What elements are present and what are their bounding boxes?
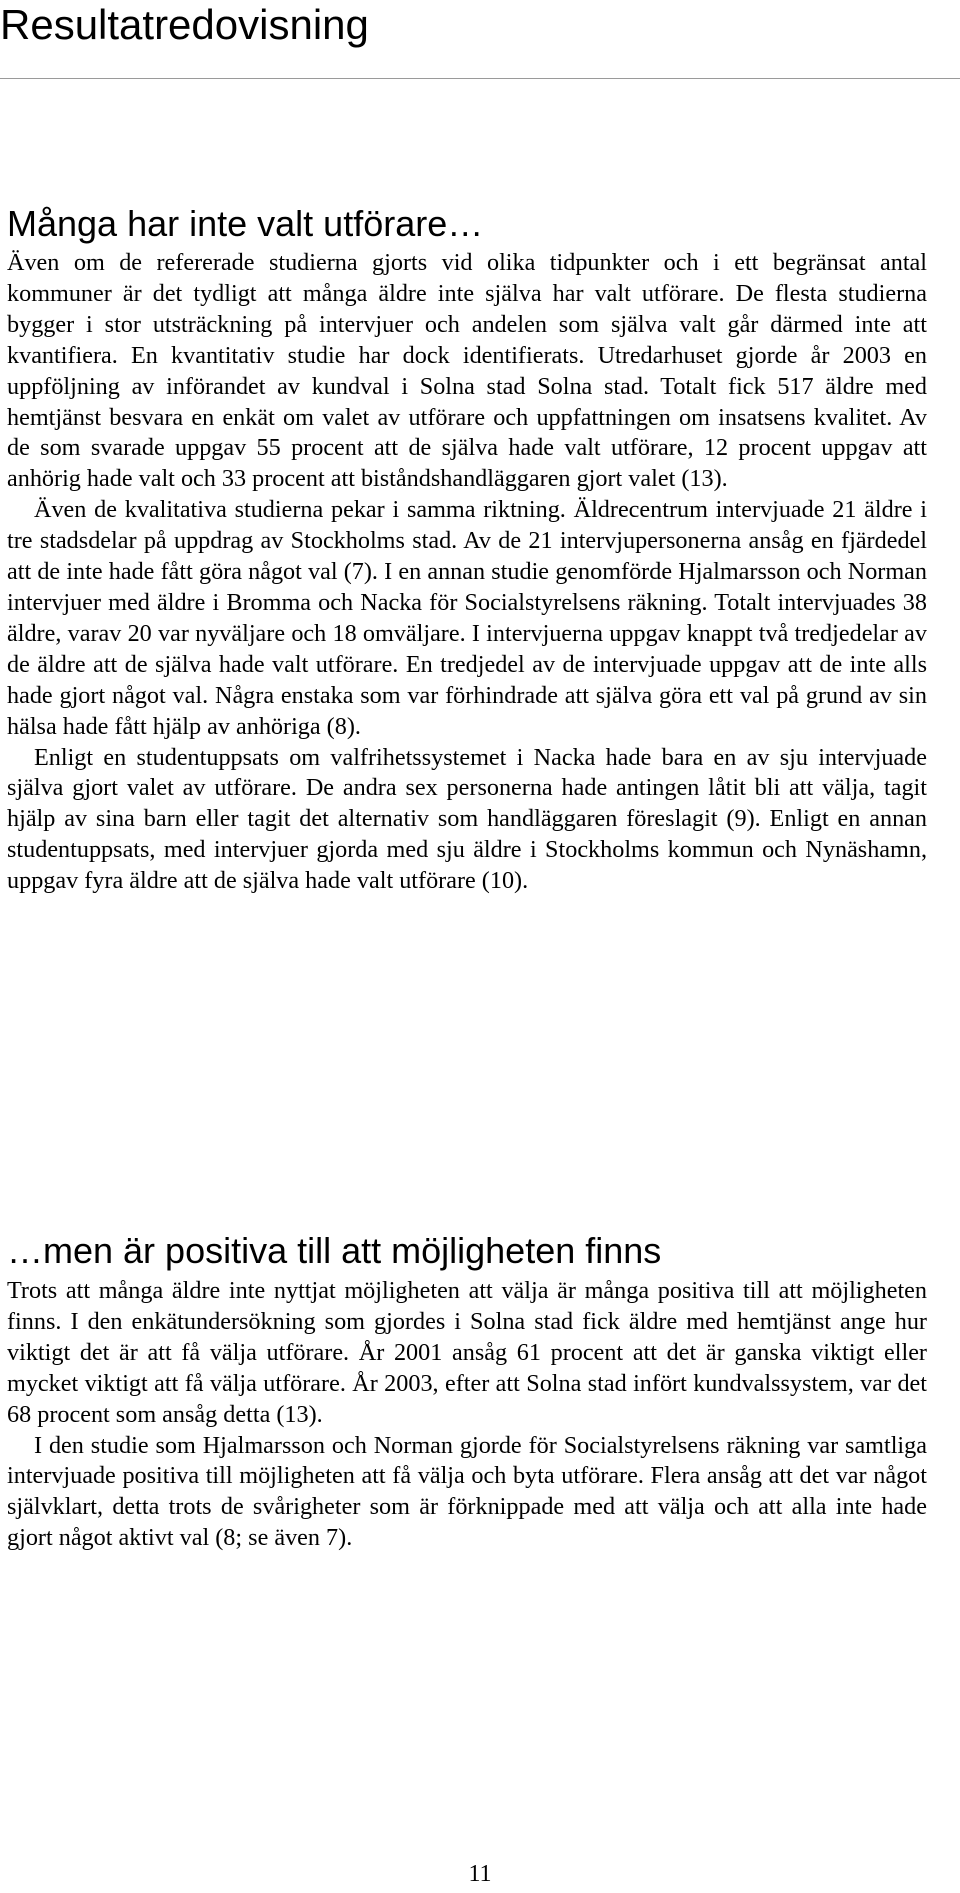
page-title: Resultatredovisning	[0, 1, 369, 48]
title-divider	[0, 78, 960, 79]
paragraph: Enligt en studentuppsats om valfrihetssystemet i Nacka hade bara en av sju intervjuade själva gjort valet av utförare. De andra sex personerna hade antingen låtit bli att välja, tagit hjälp av sina barn eller tagit det alternativ som handläggaren föreslagit (9). Enligt en annan studentuppsats, med intervjuer gjorda med sju äldre i Stockholms kommun och Nynäshamn, uppgav fyra äldre att de själva hade valt utförare (10).	[7, 743, 927, 895]
paragraph: Även de kvalitativa studierna pekar i samma riktning. Äldrecentrum intervjuade 21 äldre i tre stadsdelar på uppdrag av Stockholms stad. Av de 21 intervjupersonerna ansåg en fjärdedel att de inte hade fått göra något val (7). I en annan studie genomförde Hjalmarsson och Norman intervjuer med äldre i Bromma och Nacka för Socialstyrelsens räkning. Totalt intervjuades 38 äldre, varav 20 var nyväljare och 18 omväljare. I intervjuerna uppgav knappt två tredjedelar av de äldre att de själva hade valt utförare. En tredjedel av de intervjuade uppgav att de inte alls hade gjort något val. Några enstaka som var förhindrade att själva göra ett val på grund av sin hälsa hade fått hjälp av anhöriga (8).	[7, 496, 927, 740]
section-heading: Många har inte valt utförare…	[7, 203, 484, 244]
section-body	[7, 248, 927, 897]
paragraph: I den studie som Hjalmarsson och Norman gjorde för Socialstyrelsens räkning var samtliga intervjuade positiva till möjligheten att få välja och byta utförare. Flera ansåg att det var något självklart, detta trots de svårigheter som är förknippade med att välja och att alla inte hade gjort något aktivt val (8; se även 7).	[7, 1431, 927, 1552]
section-body	[7, 1276, 927, 1554]
paragraph: Trots att många äldre inte nyttjat möjligheten att välja är många positiva till att möjligheten finns. I den enkätundersökning som gjordes i Solna stad fick äldre med hemtjänst ange hur viktigt det är att få välja utförare. År 2001 ansåg 61 procent att det är ganska viktigt eller mycket viktigt att få välja utförare. År 2003, efter att Solna stad infört kundvalssystem, var det 68 procent som ansåg detta (13).	[7, 1277, 927, 1428]
section-heading: …men är positiva till att möjligheten finns	[7, 1230, 662, 1271]
paragraph: Även om de refererade studierna gjorts vid olika tidpunkter och i ett begränsat antal kommuner är det tydligt att många äldre inte själva har valt utförare. De flesta studierna bygger i stor utsträckning på intervjuer och andelen som själva valt går därmed inte att kvantifiera. En kvantitativ studie har dock identifierats. Utredarhuset gjorde år 2003 en uppföljning av införandet av kundval i Solna stad Solna stad. Totalt fick 517 äldre med hemtjänst besvara en enkät om valet av utförare och uppfattningen om insatsens kvalitet. Av de som svarade uppgav 55 procent att de själva hade valt utförare, 12 procent uppgav att anhörig hade valt och 33 procent att biståndshandläggaren gjort valet (13).	[7, 249, 927, 493]
page-number: 11	[468, 1861, 492, 1887]
